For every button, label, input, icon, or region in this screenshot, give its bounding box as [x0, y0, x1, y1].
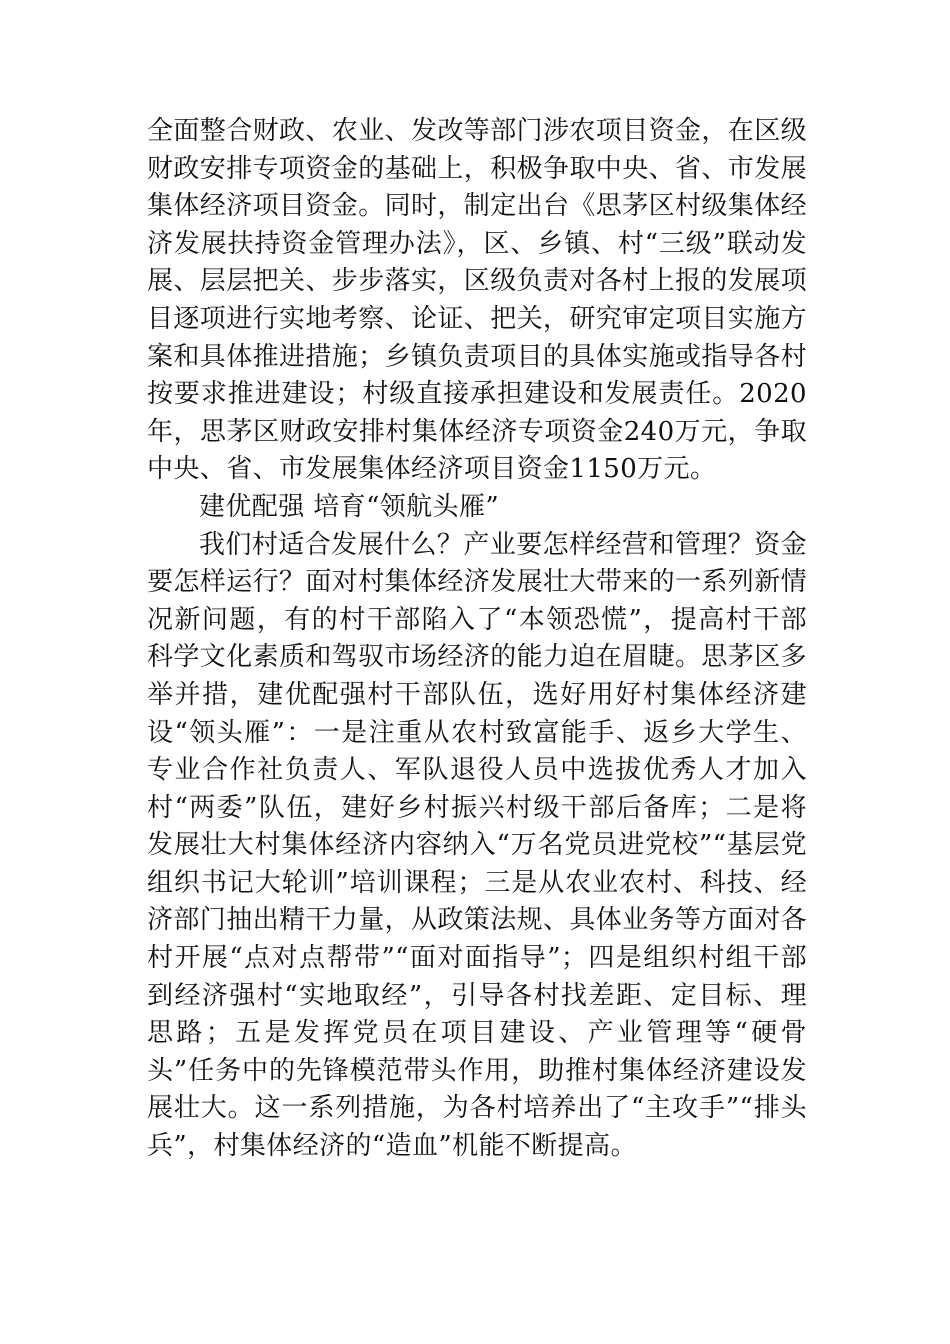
section-heading-lead-geese: 建优配强 培育“领航头雁”	[199, 491, 500, 522]
paragraph-funding-integration: 全面整合财政、农业、发改等部门涉农项目资金，在区级财政安排专项资金的基础上，积极争取中央、省、市发展集体经济项目资金。同时，制定出台《思茅区村级集体经济发展扶持资金管理办法》，区、乡镇、村“三级”联动发展、层层把关、步步落实，区级负责对各村上报的发展项目逐项进行实地考察、论证、把关，研究审定项目实施方案和具体推进措施；乡镇负责项目的具体实施或指导各村按要求推进建设；村级直接承担建设和发展责任。2020年，思茅区财政安排村集体经济专项资金240万元，争取中央、省、市发展集体经济项目资金1150万元。	[147, 116, 808, 485]
document-body	[147, 113, 807, 1166]
paragraph-cadre-training: 我们村适合发展什么？产业要怎样经营和管理？资金要怎样运行？面对村集体经济发展壮大带来的一系列新情况新问题，有的村干部陷入了“本领恐慌”，提高村干部科学文化素质和驾驭市场经济的能力迫在眉睫。思茅区多举并措，建优配强村干部队伍，选好用好村集体经济建设“领头雁”：一是注重从农村致富能手、返乡大学生、专业合作社负责人、军队退役人员中选拔优秀人才加入村“两委”队伍，建好乡村振兴村级干部后备库；二是将发展壮大村集体经济内容纳入“万名党员进党校”“基层党组织书记大轮训”培训课程；三是从农业农村、科技、经济部门抽出精干力量，从政策法规、具体业务等方面对各村开展“点对点帮带”“面对面指导”；四是组织村组干部到经济强村“实地取经”，引导各村找差距、定目标、理思路；五是发挥党员在项目建设、产业管理等“硬骨头”任务中的先锋模范带头作用，助推村集体经济建设发展壮大。这一系列措施，为各村培养出了“主攻手”“排头兵”，村集体经济的“造血”机能不断提高。	[147, 529, 808, 1162]
